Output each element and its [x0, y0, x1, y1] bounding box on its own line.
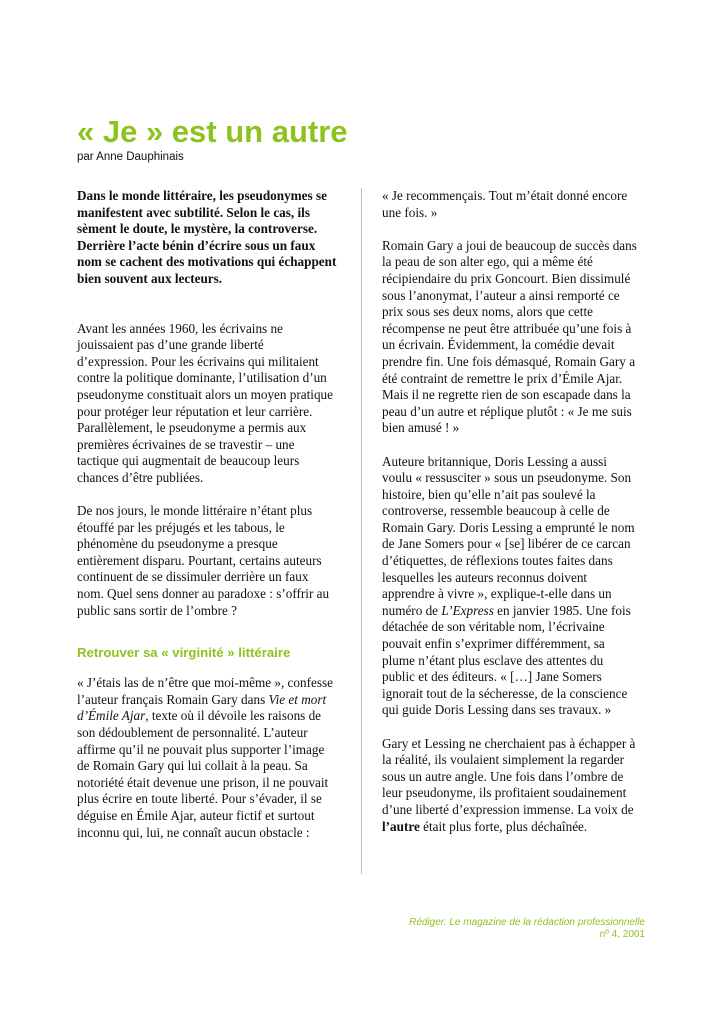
paragraph-5: Romain Gary a joui de beaucoup de succès dans la peau de son alter ego, qui a même été récipiendaire du prix Goncourt. Bien dissimulé sous l’anonymat, l’auteur a ainsi remporté ce prix sous ses deux noms, alors que cette récompense ne peut être attribuée qu’une fois à un écrivain. Évidemment, la comédie devait prendre fin. Une fois démasqué, Romain Gary a été contraint de remettre le prix d’Émile Ajar. Mais il ne regrette rien de son escapade dans la peau d’un autre et réplique plutôt : « Je me suis bien amusé ! »: [382, 237, 637, 436]
paragraph-3-text-b: , texte où il dévoile les raisons de son dédoublement de personnalité. L’auteur affirme qu’il ne pouvait plus supporter l’image de Romain Gary qui lui collait à la peau. Sa notoriété était devenue une prison, il ne pouvait plus écrire en toute liberté. Pour s’évader, il se déguise en Émile Ajar, auteur fictif et surtout inconnu qui, lui, ne connaît aucun obstacle :: [77, 708, 329, 840]
article-title: « Je » est un autre: [77, 114, 348, 149]
right-column: [382, 188, 638, 852]
emphasis-bold: l’autre: [382, 818, 420, 834]
paragraph-7-text-b: était plus forte, plus déchaînée.: [419, 818, 588, 834]
left-column: [77, 188, 337, 858]
book-title-italic: Vie et mort d’Émile Ajar: [77, 691, 327, 724]
footer-issue: nº 4, 2001: [599, 929, 645, 940]
paragraph-1: Avant les années 1960, les écrivains ne jouissaient pas d’une grande liberté d’expression. Pour les écrivains qui militaient contre la politique dominante, l’utilisation d’un pseudonyme constituait alors un moyen pratique pour protéger leur réputation et leur carrière. Parallèlement, le pseudonyme a permis aux premières écrivaines de se travestir – une tactique qui augmentait de beaucoup leurs chances d’être publiées.: [77, 320, 334, 485]
footer-magazine: Rédiger. Le magazine de la rédaction professionnelle: [409, 917, 645, 928]
article-byline: par Anne Dauphinais: [77, 151, 184, 163]
column-divider: [361, 188, 362, 874]
paragraph-6: [382, 454, 638, 720]
page-footer: [409, 917, 645, 941]
section-heading: Retrouver sa « virginité » littéraire: [77, 645, 291, 661]
paragraph-2: De nos jours, le monde littéraire n’étant plus étouffé par les préjugés et les tabous, le phénomène du pseudonyme a presque entièrement disparu. Pourtant, certains auteurs continuent de se dissimuler derrière un faux nom. Quel sens donner au paradoxe : s’offrir au public sans sortir de l’ombre ?: [77, 503, 330, 618]
paragraph-3-text-a: « J’étais las de n’être que moi-même », confesse l’auteur français Romain Gary dans: [77, 675, 333, 707]
publication-name-italic: L’Express: [441, 602, 494, 618]
article-lead: Dans le monde littéraire, les pseudonymes se manifestent avec subtilité. Selon le cas, ils sèment le doute, le mystère, la controverse. Derrière l’acte bénin d’écrire sous un faux nom se cachent des motivations qui échappent bien souvent aux lecteurs.: [77, 188, 337, 286]
paragraph-3: [77, 675, 337, 841]
paragraph-4-quote: « Je recommençais. Tout m’était donné encore une fois. »: [382, 188, 628, 220]
paragraph-7: [382, 736, 638, 836]
paragraph-6-text-a: Auteure britannique, Doris Lessing a aussi voulu « ressusciter » sous un pseudonyme. Son histoire, bien qu’elle n’ait pas soulevé la controverse, ressemble beaucoup à celle de Romain Gary. Doris Lessing a emprunté le nom de Jane Somers pour « [se] libérer de ce carcan d’étiquettes, de réflexions toutes faites dans lesquelles les auteurs reconnus doivent apprendre à vivre », explique-t-elle dans un numéro de: [382, 453, 635, 618]
paragraph-6-text-b: en janvier 1985. Une fois détachée de son véritable nom, l’écrivaine pouvait enfin s’exprimer différemment, sa plume n’étant plus esclave des attentes du public et des éditeurs. « […] Jane Somers ignorait tout de la sécheresse, de la conscience qui guide Doris Lessing dans ses travaux. »: [382, 602, 631, 718]
paragraph-7-text-a: Gary et Lessing ne cherchaient pas à échapper à la réalité, ils voulaient simplement la regarder sous un autre angle. Une fois dans l’ombre de leur pseudonyme, ils profitaient soudainement d’une liberté d’expression immense. La voix de: [382, 735, 636, 817]
